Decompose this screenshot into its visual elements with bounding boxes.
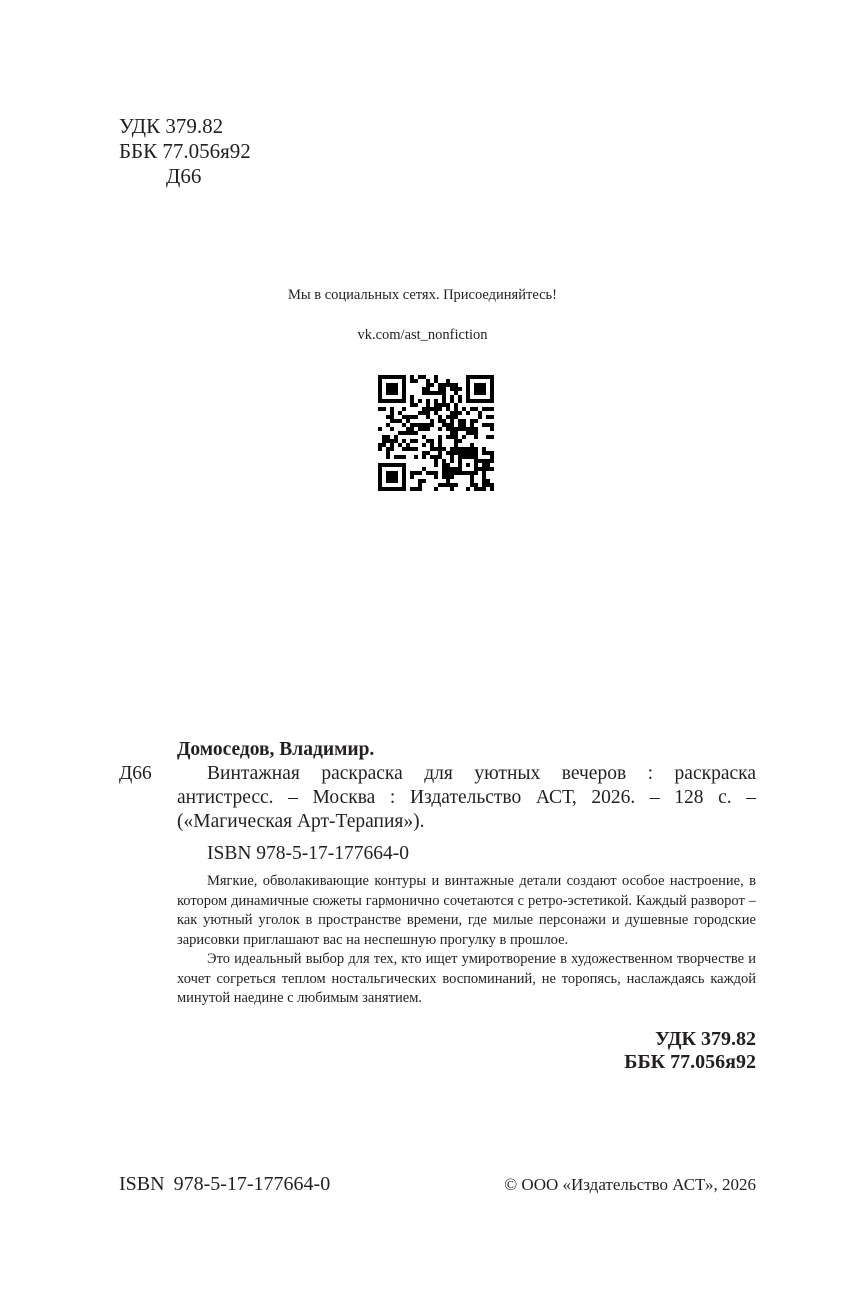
catalog-isbn: ISBN 978-5-17-177664-0 — [207, 843, 410, 864]
catalog-description: Винтажная раскраска для уютных вечеров : раскраска антистресс. – Москва : Издательство АСТ, 2026. – 128 с. – («Магическая Арт-Терапия»). — [177, 763, 756, 832]
annotation-paragraph: Это идеальный выбор для тех, кто ищет умиротворение в художественном творчестве и хочет согреться теплом ностальгических воспоминаний, не торопясь, наслаждаясь каждой минутой наедине с любимым занятием. — [177, 951, 756, 1006]
classification-codes-bottom — [624, 1028, 756, 1074]
udk-code-bold: УДК 379.82 — [655, 1028, 756, 1050]
qr-code-icon[interactable] — [378, 375, 494, 491]
annotation — [177, 872, 756, 1009]
author-mark: Д66 — [166, 164, 202, 188]
classification-codes-top — [119, 114, 251, 189]
udk-code: УДК 379.82 — [119, 114, 224, 138]
footer-isbn: ISBN 978-5-17-177664-0 — [119, 1173, 331, 1195]
social-invite-text: Мы в социальных сетях. Присоединяйтесь! — [287, 287, 557, 303]
bbk-code-bold: ББК 77.056я92 — [624, 1051, 756, 1073]
footer-copyright: © ООО «Издательство АСТ», 2026 — [504, 1175, 756, 1194]
catalog-author-mark: Д66 — [119, 763, 152, 784]
catalog-record — [119, 738, 756, 866]
annotation-paragraph: Мягкие, обволакивающие контуры и винтажные детали создают особое настроение, в котором динамичные сюжеты гармонично сочетаются с ретро-эстетикой. Каждый разворот – как уютный уголок в пространстве времени, где милые персонажи и душевные городские зарисовки приглашают вас на неспешную прогулку в прошлое. — [177, 873, 756, 948]
social-link[interactable]: vk.com/ast_nonfiction — [357, 327, 488, 343]
bbk-code: ББК 77.056я92 — [119, 139, 251, 163]
catalog-author: Домоседов, Владимир. — [177, 739, 375, 760]
